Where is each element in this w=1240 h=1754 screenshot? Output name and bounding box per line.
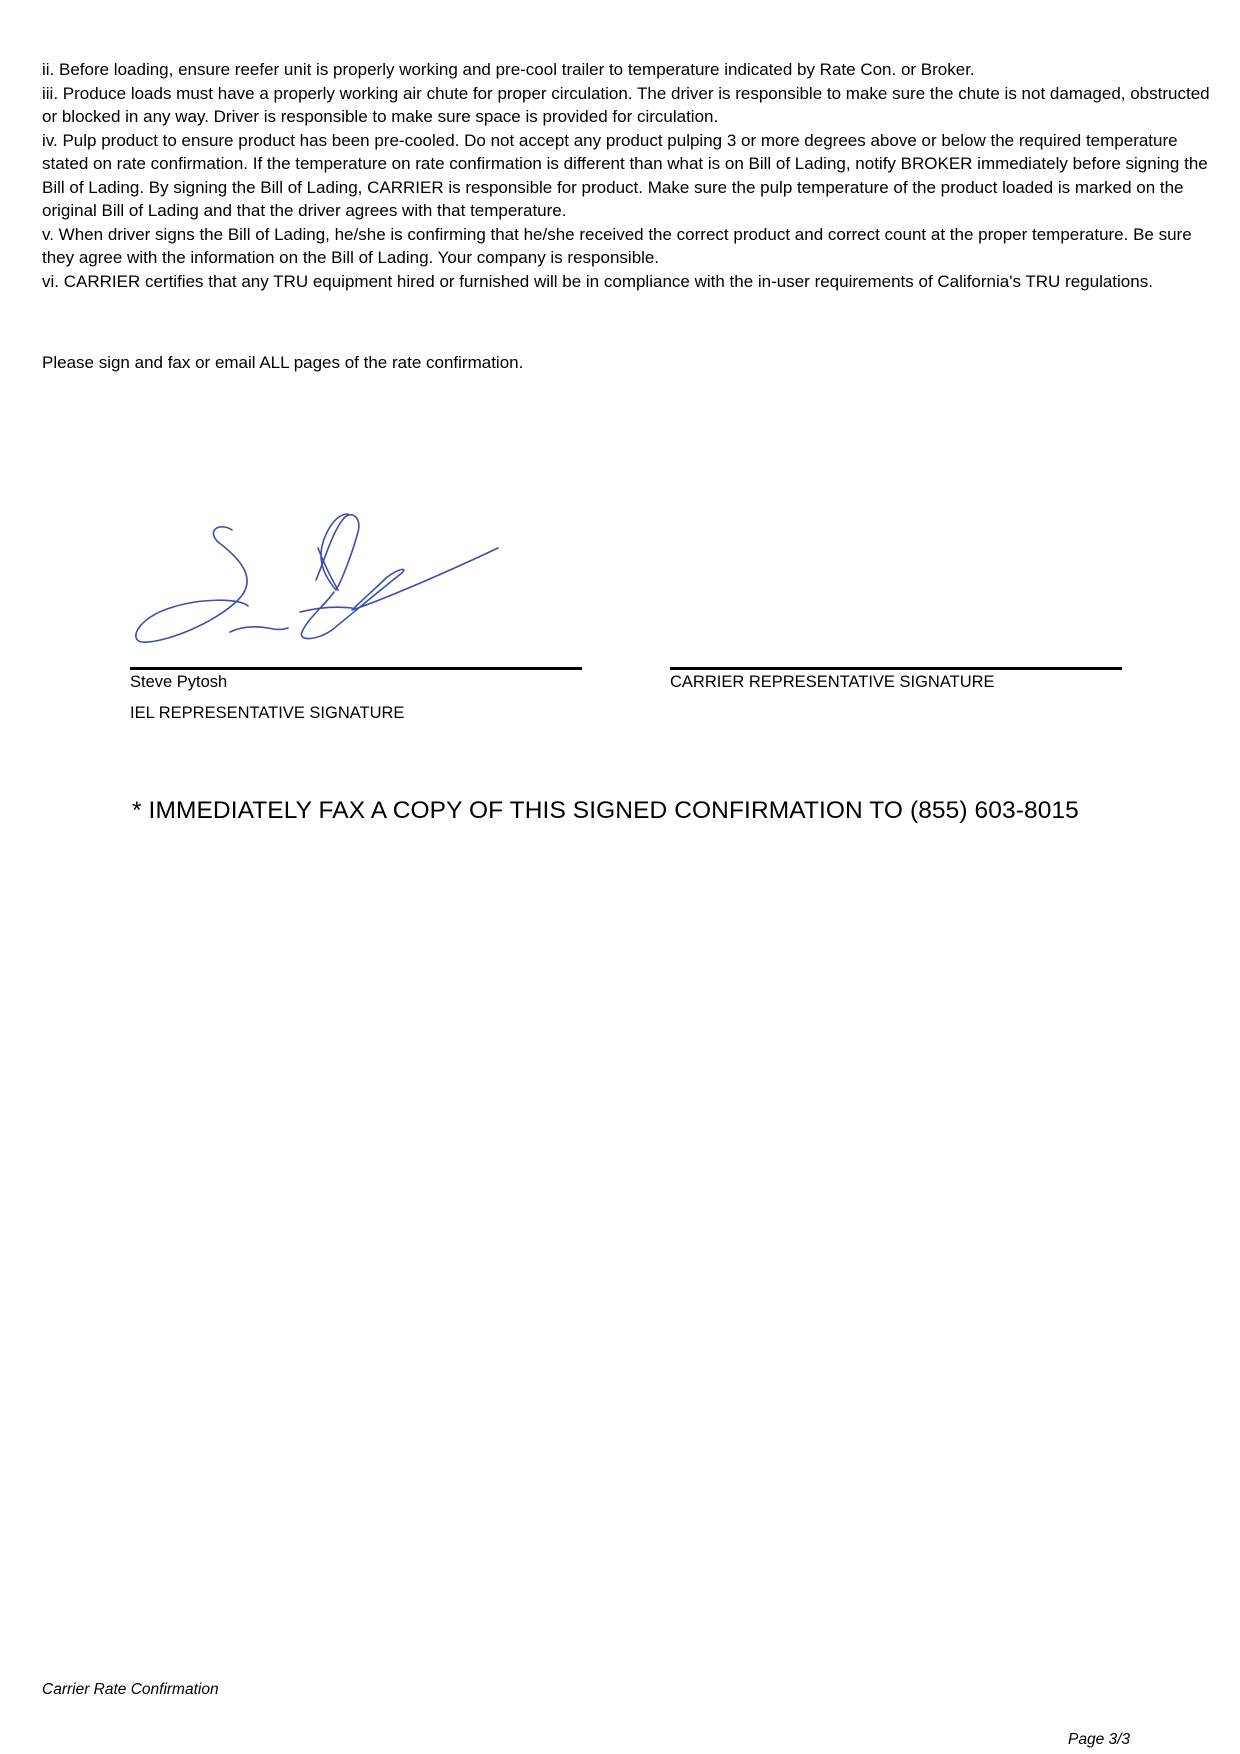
terms-section	[42, 58, 1212, 293]
footer-document-title: Carrier Rate Confirmation	[42, 1681, 219, 1698]
term-ii: ii. Before loading, ensure reefer unit is properly working and pre-cool trailer to temperature indicated by Rate Con. or Broker.	[42, 60, 975, 79]
term-iv: iv. Pulp product to ensure product has been pre-cooled. Do not accept any product pulping 3 or more degrees above or below the required temperature stated on rate confirmation. If the temperature on rate confirmation is different than what is on Bill of Lading, notify BROKER immediately before signing the Bill of Lading. By signing the Bill of Lading, CARRIER is responsible for product. Make sure the pulp temperature of the product loaded is marked on the original Bill of Lading and that the driver agrees with that temperature.	[42, 130, 1208, 220]
term-vi: vi. CARRIER certifies that any TRU equipment hired or furnished will be in compliance with the in-user requirements of California's TRU regulations.	[42, 271, 1153, 291]
iel-signature-line	[130, 667, 582, 670]
term-iii: iii. Produce loads must have a properly working air chute for proper circulation. The driver is responsible to make sure the chute is not damaged, obstructed or blocked in any way. Driver is responsible to make sure space is provided for circulation.	[42, 83, 1210, 126]
term-v: v. When driver signs the Bill of Lading, he/she is confirming that he/she received the correct product and correct count at the proper temperature. Be sure they agree with the information on the Bill of Lading. Your company is responsible.	[42, 224, 1192, 267]
iel-handwritten-signature	[130, 508, 570, 658]
footer-page-number: Page 3/3	[1068, 1731, 1131, 1748]
fax-notice: * IMMEDIATELY FAX A COPY OF THIS SIGNED CONFIRMATION TO (855) 603-8015	[132, 797, 1079, 824]
carrier-signature-line	[670, 667, 1122, 670]
carrier-signature-label: CARRIER REPRESENTATIVE SIGNATURE	[670, 673, 995, 691]
iel-signature-label: IEL REPRESENTATIVE SIGNATURE	[130, 704, 405, 722]
iel-signer-name: Steve Pytosh	[130, 673, 228, 691]
signing-instruction: Please sign and fax or email ALL pages of the rate confirmation.	[42, 353, 524, 372]
